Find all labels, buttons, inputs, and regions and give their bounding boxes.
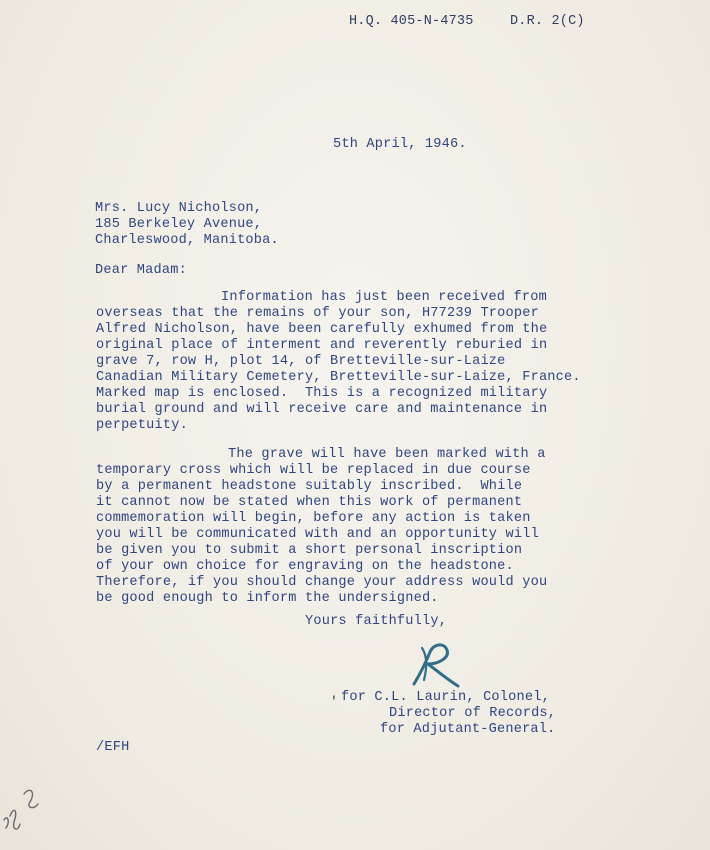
paragraph-line: be good enough to inform the undersigned.	[96, 591, 439, 606]
signature-line: for C.L. Laurin, Colonel,	[341, 690, 550, 705]
paragraph-line: Information has just been received from	[221, 290, 547, 305]
signature-line: for Adjutant-General.	[380, 722, 556, 737]
typist-initials: /EFH	[96, 740, 130, 755]
paragraph-line: you will be communicated with and an opportunity will	[96, 527, 539, 542]
paragraph-line: Therefore, if you should change your address would you	[96, 575, 548, 590]
paragraph-line: grave 7, row H, plot 14, of Bretteville-sur-Laize	[96, 354, 506, 369]
address-line: Charleswood, Manitoba.	[95, 233, 279, 248]
file-reference: H.Q. 405-N-4735	[349, 14, 474, 29]
paragraph-line: burial ground and will receive care and maintenance in	[96, 402, 548, 417]
paragraph-line: overseas that the remains of your son, H77239 Trooper	[96, 306, 539, 321]
paragraph-line: it cannot now be stated when this work of permanent	[96, 495, 523, 510]
paragraph-line: of your own choice for engraving on the headstone.	[96, 559, 514, 574]
closing: Yours faithfully,	[305, 614, 448, 629]
address-line: 185 Berkeley Avenue,	[95, 217, 263, 232]
paragraph-line: be given you to submit a short personal inscription	[96, 543, 523, 558]
salutation: Dear Madam:	[95, 263, 187, 278]
paragraph-line: temporary cross which will be replaced in due course	[96, 463, 531, 478]
paragraph-line: Marked map is enclosed. This is a recognized military	[96, 386, 548, 401]
margin-handwriting	[0, 776, 46, 836]
letter-date: 5th April, 1946.	[333, 137, 467, 152]
tick-mark: '	[330, 694, 338, 709]
signature-line: Director of Records,	[389, 706, 557, 721]
handwritten-signature	[400, 640, 470, 692]
paragraph-line: Canadian Military Cemetery, Bretteville-sur-Laize, France.	[96, 370, 581, 385]
dr-reference: D.R. 2(C)	[510, 14, 585, 29]
paragraph-line: The grave will have been marked with a	[228, 447, 546, 462]
paragraph-line: original place of interment and reverently reburied in	[96, 338, 548, 353]
paragraph-line: perpetuity.	[96, 418, 188, 433]
paragraph-line: by a permanent headstone suitably inscribed. While	[96, 479, 523, 494]
address-line: Mrs. Lucy Nicholson,	[95, 201, 263, 216]
paragraph-line: Alfred Nicholson, have been carefully exhumed from the	[96, 322, 548, 337]
paragraph-line: commemoration will begin, before any action is taken	[96, 511, 531, 526]
